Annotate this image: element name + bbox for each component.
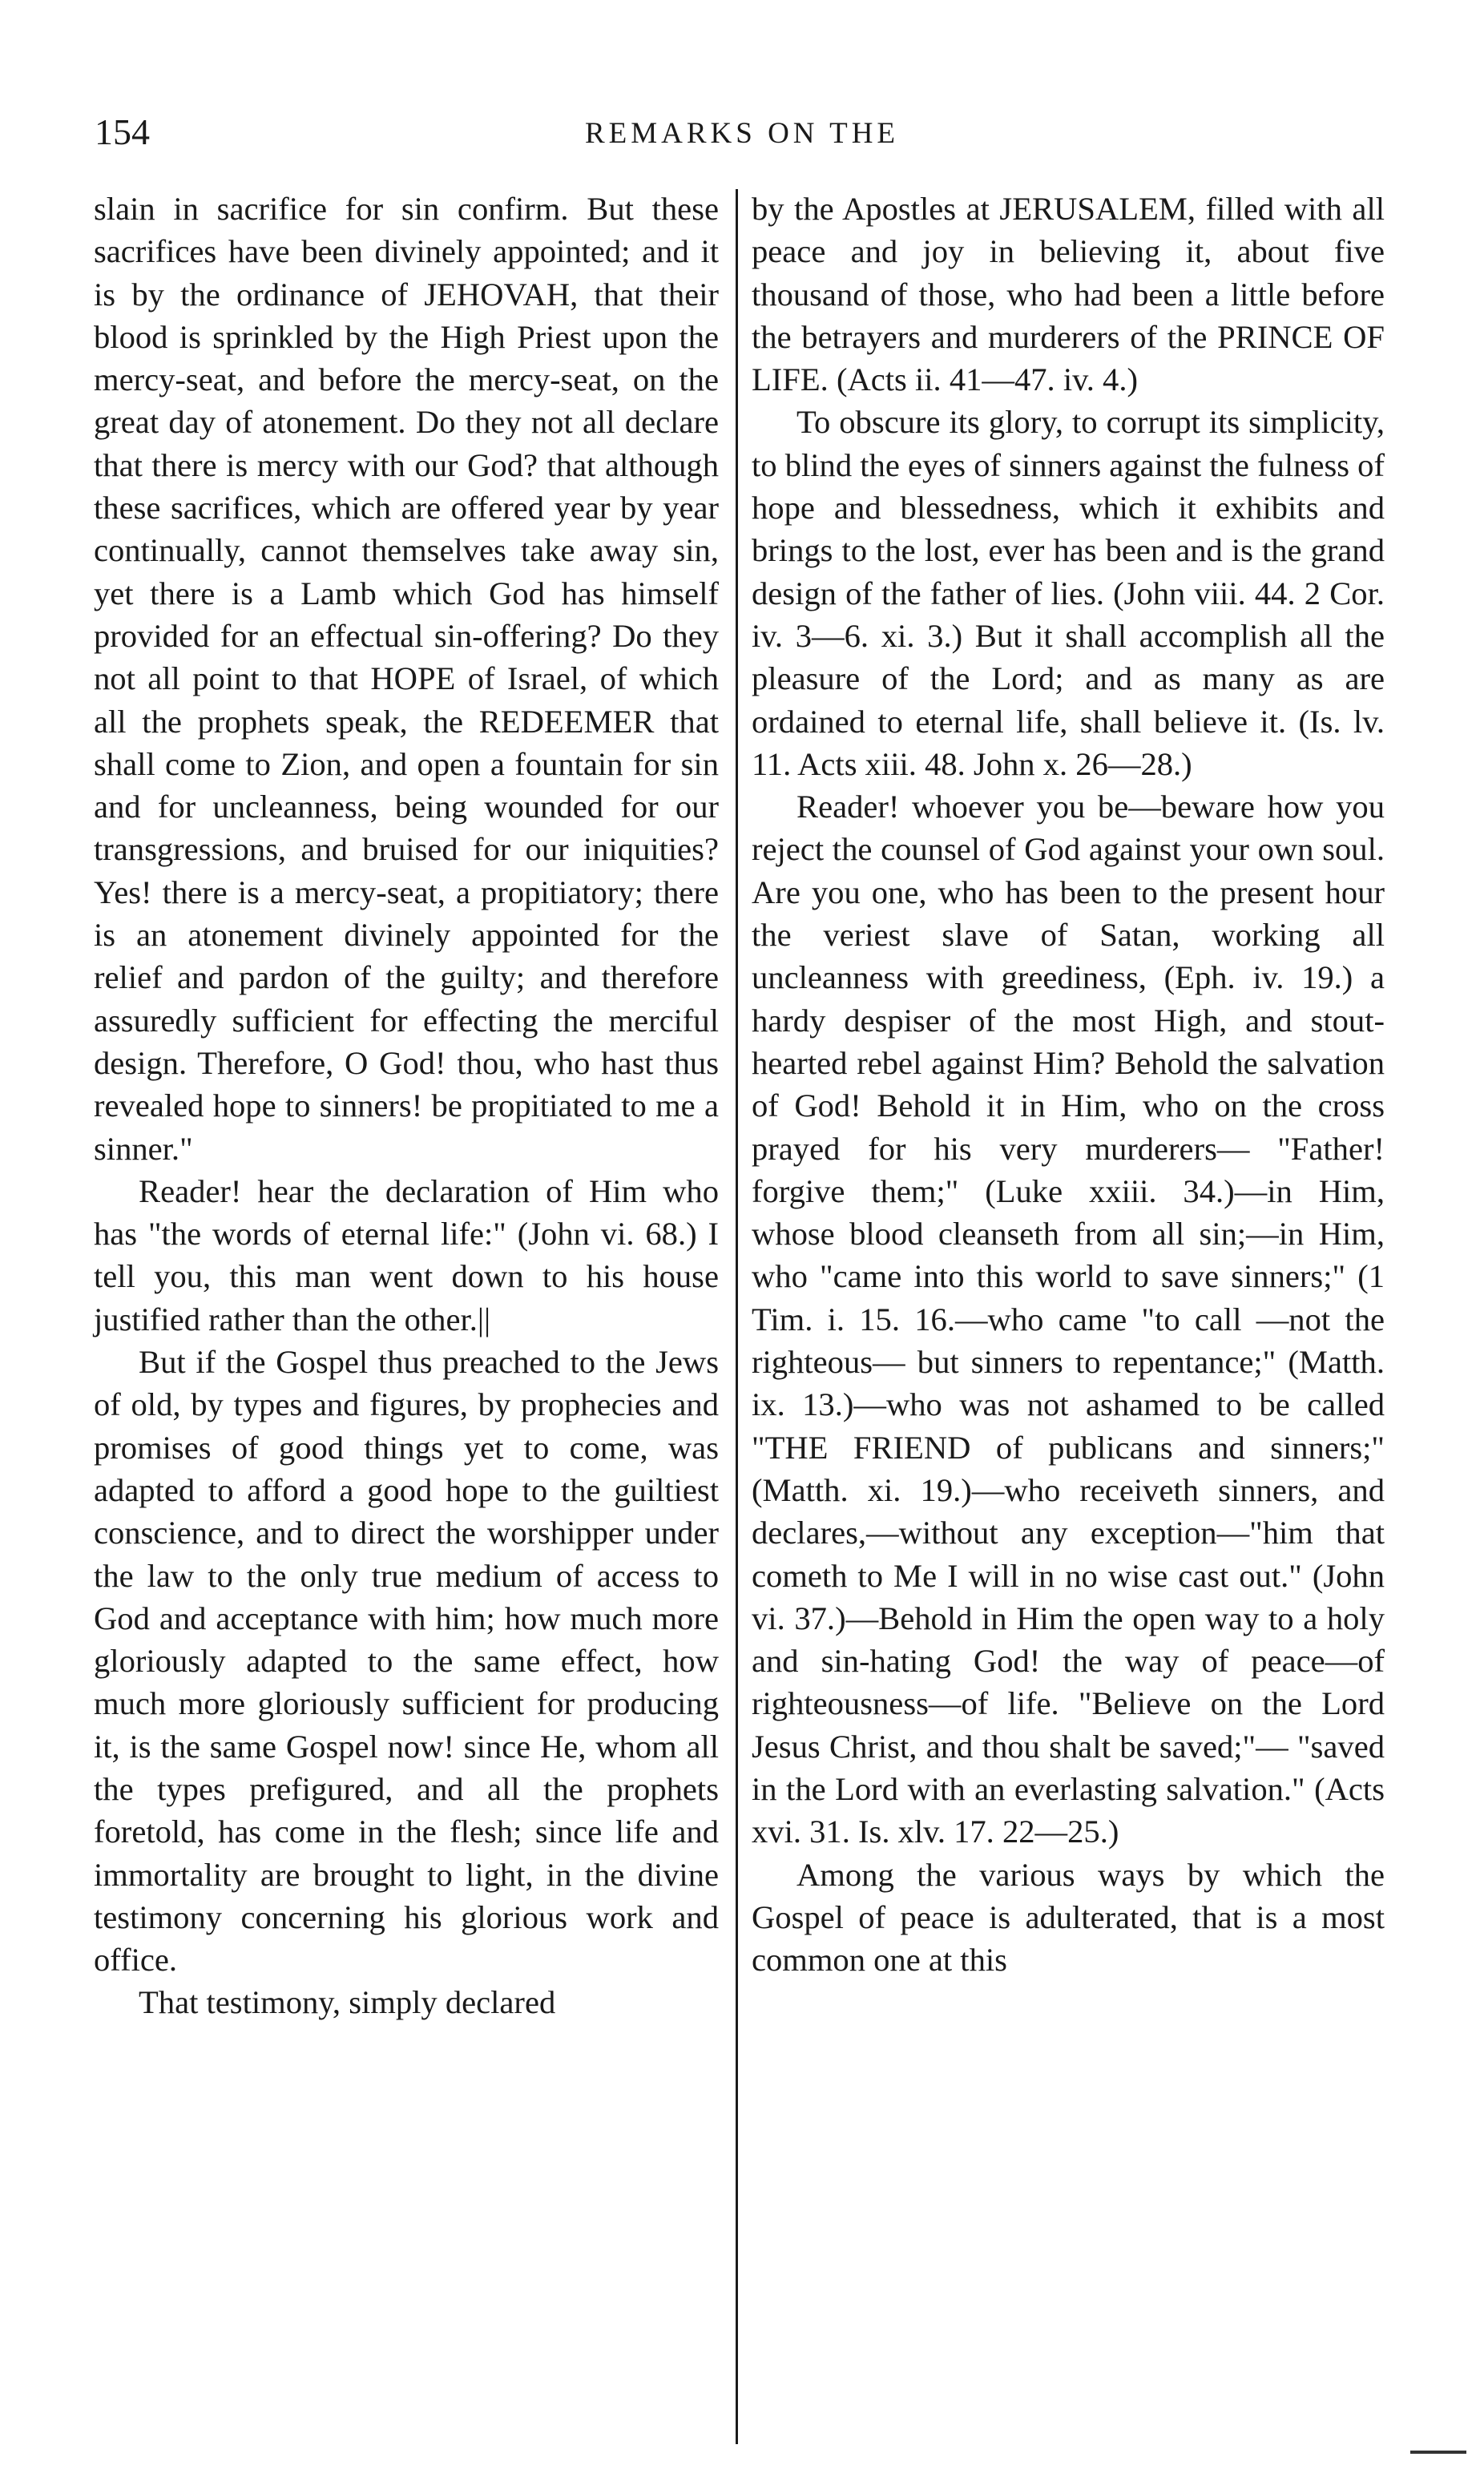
page-number: 154: [95, 111, 150, 152]
column-divider: [736, 189, 738, 2444]
left-paragraph-3: But if the Gospel thus preached to the Jews of old, by types and figures, by prophecies and promises of good things yet to come, was adapted to afford a good hope to the guiltiest conscience, and to direct the worshipper under the law to the only true medium of access to God and acceptance with him; how much more gloriously adapted to the same effect, how much more gloriously sufficient for producing it, is the same Gospel now! since He, whom all the types prefigured, and all the prophets foretold, has come in the flesh; since life and immortality are brought to light, in the divine testimony concerning his glorious work and office.: [94, 1344, 719, 1979]
left-paragraph-2: Reader! hear the declaration of Him who has "the words of eternal life:" (John vi. 68.) I tell you, this man went down to his house justified rather than the other.||: [94, 1172, 719, 1337]
right-paragraph-4: Among the various ways by which the Gospel of peace is adulterated, that is a most common one at this: [752, 1856, 1385, 1979]
left-paragraph-1: slain in sacrifice for sin confirm. But these sacrifices have been divinely appointed; and it is by the ordinance of JEHOVAH, that their blood is sprinkled by the High Priest upon the mercy-seat, and before the mercy-seat, on the great day of atonement. Do they not all declare that there is mercy with our God? that although these sacrifices, which are offered year by year continually, cannot themselves take away sin, yet there is a Lamb which God has himself provided for an effectual sin-offering? Do they not all point to that HOPE of Israel, of which all the prophets speak, the REDEEMER that shall come to Zion, and open a fountain for sin and for uncleanness, being wounded for our transgressions, and bruised for our iniquities? Yes! there is a mercy-seat, a propitiatory; there is an atonement divinely appointed for the relief and pardon of the guilty; and therefore assuredly sufficient for effecting the merciful design. Therefore, O God! thou, who hast thus revealed hope to sinners! be propitiated to me a sinner.": [94, 191, 719, 1167]
right-paragraph-2: To obscure its glory, to corrupt its simplicity, to blind the eyes of sinners against the fulness of hope and blessedness, which it exhibits and brings to the lost, ever has been and is the grand design of the father of lies. (John viii. 44. 2 Cor. iv. 3—6. xi. 3.) But it shall accomplish all the pleasure of the Lord; and as many as are ordained to eternal life, shall believe it. (Is. lv. 11. Acts xiii. 48. John x. 26—28.): [752, 404, 1385, 782]
running-title: REMARKS ON THE: [584, 117, 900, 150]
right-column: [752, 188, 1385, 1981]
right-paragraph-3: Reader! whoever you be—beware how you reject the counsel of God against your own soul. Are you one, who has been to the present hour the veriest slave of Satan, working all uncleanness with greediness, (Eph. iv. 19.) a hardy despiser of the most High, and stout-hearted rebel against Him? Behold the salvation of God! Behold it in Him, who on the cross prayed for his very murderers— "Father! forgive them;" (Luke xxiii. 34.)—in Him, whose blood cleanseth from all sin;—in Him, who "came into this world to save sinners;" (1 Tim. i. 15. 16.—who came "to call —not the righteous— but sinners to repentance;" (Matth. ix. 13.)—who was not ashamed to be called "THE FRIEND of publicans and sinners;" (Matth. xi. 19.)—who receiveth sinners, and declares,—without any exception—"him that cometh to Me I will in no wise cast out." (John vi. 37.)—Behold in Him the open way to a holy and sin-hating God! the way of peace—of righteousness—of life. "Believe on the Lord Jesus Christ, and thou shalt be saved;"— "saved in the Lord with an everlasting salvation." (Acts xvi. 31. Is. xlv. 17. 22—25.): [752, 789, 1385, 1850]
right-paragraph-1: by the Apostles at JERUSALEM, filled with all peace and joy in believing it, about five thousand of those, who had been a little before the betrayers and murderers of the PRINCE OF LIFE. (Acts ii. 41—47. iv. 4.): [752, 191, 1385, 398]
left-paragraph-4: That testimony, simply declared: [139, 1984, 556, 2021]
printer-mark: [1410, 2451, 1466, 2454]
left-column: [94, 188, 719, 2024]
